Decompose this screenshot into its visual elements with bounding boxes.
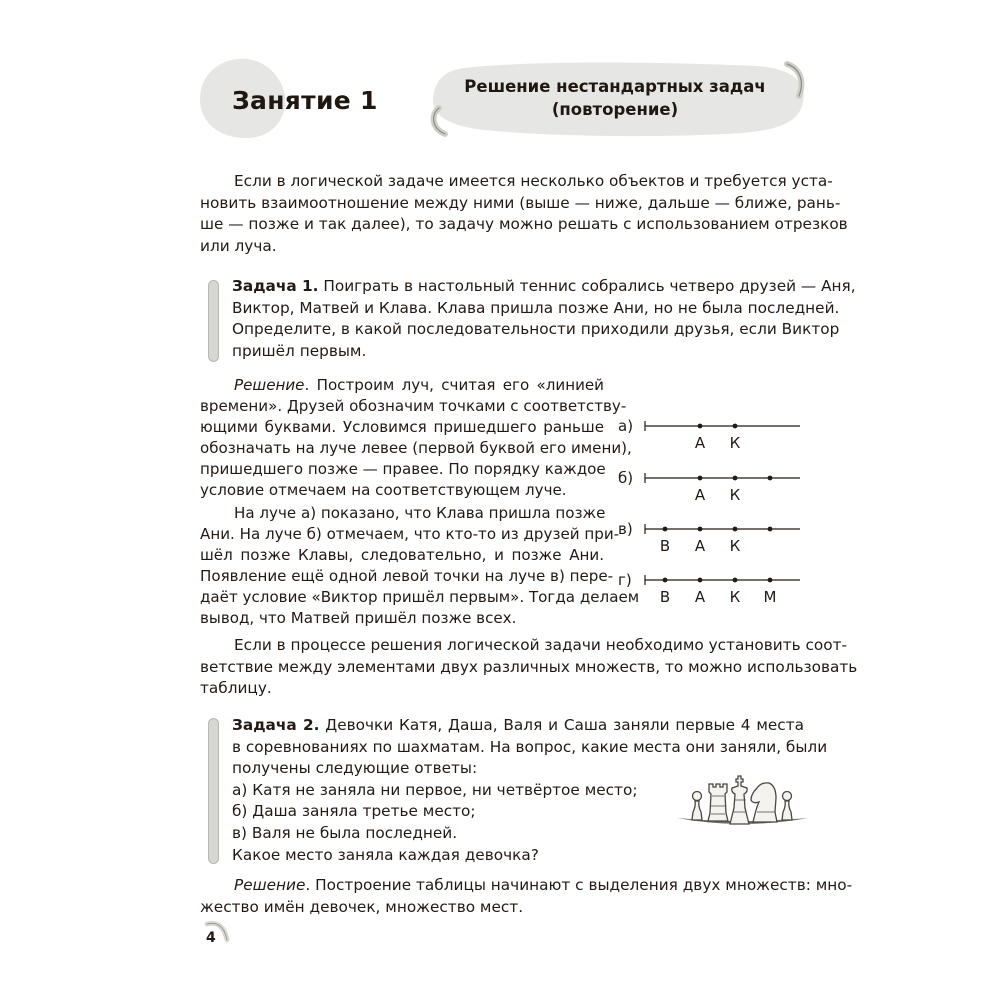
intro-line: новить взаимоотношение между ними (выше — ниже, дальше — ближе, рань- [200,193,841,212]
task1-line: пришёл первым. [232,341,367,360]
table-method-line: Если в процессе решения логической задачи необходимо установить соот- [234,636,848,654]
ray-point [663,527,668,532]
task1-side-bar [208,280,219,362]
ray-point-label: В [659,537,671,555]
task1-line: Поиграть в настольный теннис собрались четверо друзей — Аня, [318,277,856,295]
table-method-line: таблицу. [200,679,272,698]
intro-line: или луча. [200,236,277,255]
solution1-explanation-line: вывод, что Матвей пришёл позже всех. [200,608,517,627]
ray-point-label: В [659,588,671,606]
table-method-line: ветствие между элементами двух различных множеств, то можно использовать [200,657,858,676]
task2-condition: б) Даша заняла третье место; [232,802,476,821]
task2-line: Девочки Катя, Даша, Валя и Саша заняли первые 4 места [319,716,804,734]
solution2-label: Решение [234,876,306,894]
ray-point-label: К [729,537,741,555]
task2-line: получены следующие ответы: [232,759,478,778]
ray-point [768,527,773,532]
pawn-icon [783,792,792,801]
solution2-block [200,875,853,918]
ray-point [733,578,738,583]
solution2-line: . Построение таблицы начинают с выделения двух множеств: мно- [305,876,853,894]
time-ray [618,417,800,452]
solution1-explanation-line: На луче а) показано, что Клава пришла позже [234,504,606,522]
ray-point-label: А [694,486,706,504]
task2-label: Задача 2. [232,716,320,734]
time-ray [618,571,800,606]
task1-line: Виктор, Матвей и Клава. Клава пришла позже Ани, но не была последней. [232,298,840,317]
ray-point-label: К [729,434,741,452]
task2-condition: а) Катя не заняла ни первое, ни четвёртое место; [232,780,638,799]
ray-point [698,527,703,532]
pawn-icon [693,792,702,801]
lesson-title: Занятие 1 [232,86,378,115]
time-rays-diagram [612,405,812,615]
solution1-line: . Построим луч, считая его «линией [304,376,604,394]
solution1-line: ющими буквами. Условимся пришедшего раньше [200,417,604,436]
solution1-line: времени». Друзей обозначим точками с соответству- [200,396,627,415]
ray-point-label: К [729,486,741,504]
ray-point [768,578,773,583]
ray-point [698,476,703,481]
intro-paragraph [200,171,848,257]
topic-title-line2: (повторение) [551,100,679,119]
table-method-paragraph [200,635,858,700]
time-ray [618,520,800,555]
ray-point [698,424,703,429]
chess-pieces-illustration [675,772,810,832]
ray-label: г) [618,571,632,589]
solution1-explanation-line: шёл позже Клавы, следовательно, и позже Ани. [200,545,604,564]
ray-point [663,578,668,583]
ray-point-label: А [694,588,706,606]
solution1-line: обозначать на луче левее (первой буквой его имени), [200,438,632,457]
solution1-explanation-line: даёт условие «Виктор пришёл первым». Тогда делаем [200,587,640,606]
ray-point-label: А [694,537,706,555]
ray-label: б) [618,469,634,487]
ray-point [733,527,738,532]
solution1-explanation [200,503,640,628]
ray-label: а) [618,417,634,435]
topic-title [455,75,775,121]
knight-icon [751,783,777,822]
rook-icon [708,784,728,821]
task1-line: Определите, в какой последовательности приходили друзья, если Виктор [232,320,840,339]
ray-point [733,424,738,429]
task1-block [232,276,856,362]
ray-point [768,476,773,481]
topic-title-line1: Решение нестандартных задач [464,77,766,96]
time-ray [618,469,800,504]
ray-point-label: А [694,434,706,452]
solution1-explanation-line: Появление ещё одной левой точки на луче в) пере- [200,566,614,585]
intro-line: ше — позже и так далее), то задачу можно решать с использованием отрезков [200,215,848,234]
solution2-line: жество имён девочек, множество мест. [200,897,524,916]
solution1-label: Решение [234,376,305,394]
ray-point [733,476,738,481]
ray-point-label: К [729,588,741,606]
task2-line: в соревнованиях по шахматам. На вопрос, какие места они заняли, были [232,737,828,756]
ray-point-label: М [763,588,777,606]
ray-point [698,578,703,583]
page-number: 4 [206,930,216,946]
task2-side-bar [208,718,219,864]
intro-line: Если в логической задаче имеется несколько объектов и требуется уста- [234,172,833,190]
ray-label: в) [618,520,633,538]
task2-condition: в) Валя не была последней. [232,823,458,842]
solution1-line: условие отмечаем на соответствующем луче. [200,480,567,499]
solution1-block [200,375,632,500]
solution1-explanation-line: Ани. На луче б) отмечаем, что кто-то из друзей при- [200,524,620,543]
task1-label: Задача 1. [232,277,319,295]
task2-question: Какое место заняла каждая девочка? [232,845,539,864]
solution1-line: пришедшего позже — правее. По порядку каждое [200,459,606,478]
